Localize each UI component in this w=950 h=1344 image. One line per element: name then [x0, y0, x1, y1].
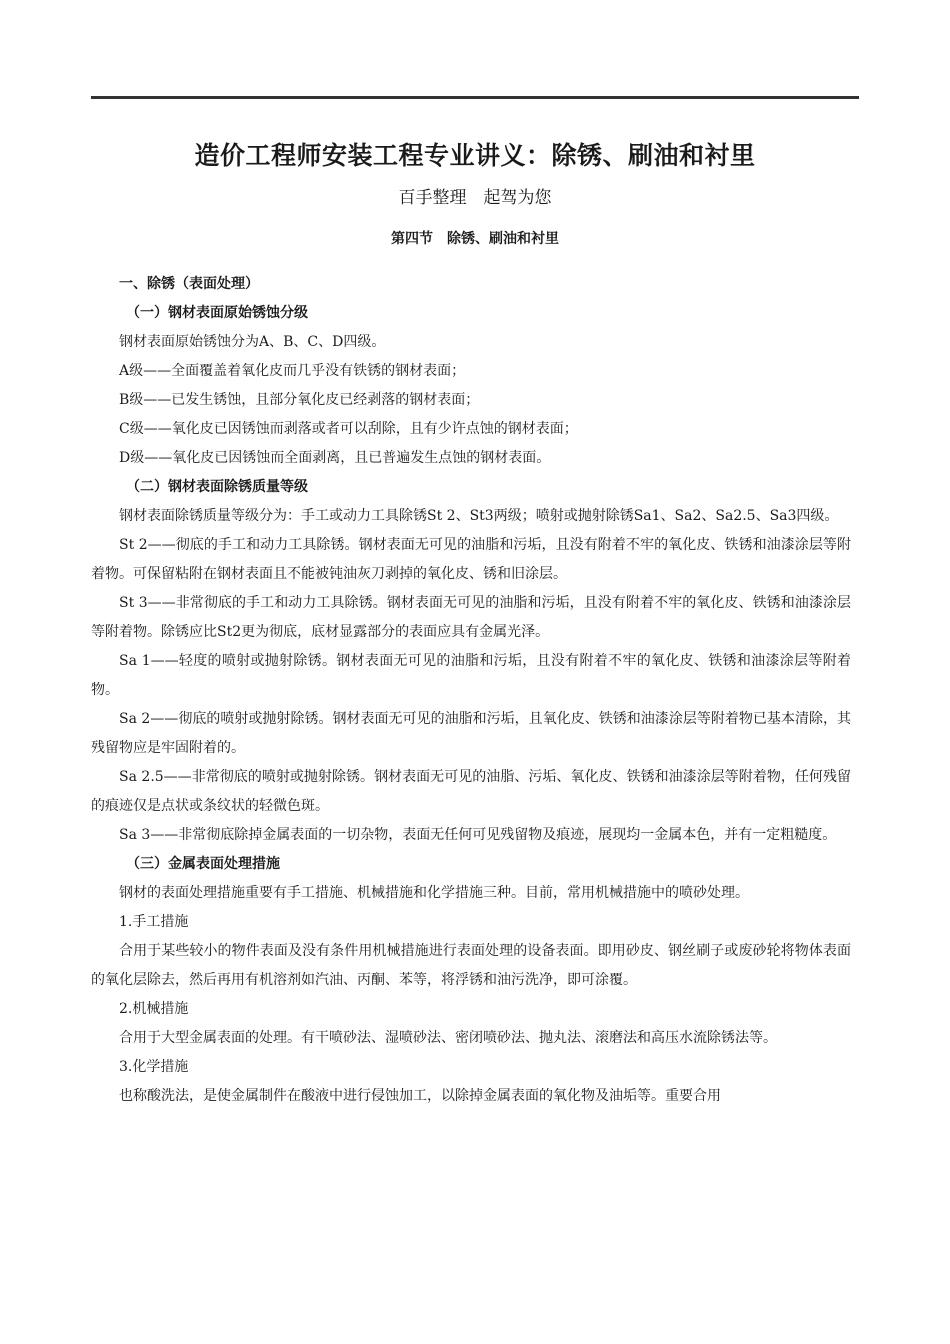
- document-subtitle: 百手整理 起驾为您: [398, 188, 552, 208]
- paragraph: 合用于某些较小的物件表面及没有条件用机械措施进行表面处理的设备表面。即用砂皮、钢丝刷子或废砂轮将物体表面的氧化层除去，然后再用有机溶剂如汽油、丙酮、苯等，将浮锈和油污洗净，即可涂覆。: [91, 943, 851, 988]
- paragraph: D级——氧化皮已因锈蚀而全面剥离，且已普遍发生点蚀的钢材表面。: [119, 450, 551, 466]
- paragraph: 2.机械措施: [119, 1001, 189, 1017]
- paragraph: Sa 2.5——非常彻底的喷射或抛射除锈。钢材表面无可见的油脂、污垢、氧化皮、铁锈和油漆涂层等附着物，任何残留的痕迹仅是点状或条纹状的轻微色斑。: [91, 769, 851, 814]
- paragraph: St 3——非常彻底的手工和动力工具除锈。钢材表面无可见的油脂和污垢，且没有附着不牢的氧化皮、铁锈和油漆涂层等附着物。除锈应比St2更为彻底，底材显露部分的表面应具有金属光泽。: [91, 595, 851, 640]
- heading-2: （一）钢材表面原始锈蚀分级: [126, 305, 308, 321]
- paragraph: 3.化学措施: [119, 1059, 189, 1075]
- paragraph: A级——全面覆盖着氧化皮而几乎没有铁锈的钢材表面；: [119, 363, 466, 379]
- paragraph: 钢材表面原始锈蚀分为A、B、C、D四级。: [119, 334, 386, 350]
- document-body: [91, 270, 851, 1111]
- heading-1: 一、除锈（表面处理）: [119, 276, 259, 292]
- heading-2: （二）钢材表面除锈质量等级: [126, 479, 308, 495]
- paragraph: 1.手工措施: [119, 914, 189, 930]
- paragraph: Sa 1——轻度的喷射或抛射除锈。钢材表面无可见的油脂和污垢，且没有附着不牢的氧化皮、铁锈和油漆涂层等附着物。: [91, 653, 851, 698]
- paragraph: 钢材的表面处理措施重要有手工措施、机械措施和化学措施三种。目前，常用机械措施中的喷砂处理。: [119, 885, 749, 901]
- paragraph: 也称酸洗法，是使金属制件在酸液中进行侵蚀加工，以除掉金属表面的氧化物及油垢等。重要合用: [119, 1088, 721, 1104]
- paragraph: Sa 3——非常彻底除掉金属表面的一切杂物，表面无任何可见残留物及痕迹，展现均一金属本色，并有一定粗糙度。: [119, 827, 837, 843]
- document-title: 造价工程师安装工程专业讲义：除锈、刷油和衬里: [194, 141, 756, 170]
- header-rule: [91, 96, 859, 99]
- paragraph: Sa 2——彻底的喷射或抛射除锈。钢材表面无可见的油脂和污垢，且氧化皮、铁锈和油漆涂层等附着物已基本清除，其残留物应是牢固附着的。: [91, 711, 851, 756]
- heading-2: （三）金属表面处理措施: [126, 856, 280, 872]
- section-heading: 第四节 除锈、刷油和衬里: [391, 231, 559, 247]
- paragraph: B级——已发生锈蚀，且部分氧化皮已经剥落的钢材表面；: [119, 392, 480, 408]
- paragraph: 钢材表面除锈质量等级分为：手工或动力工具除锈St 2、St3两级；喷射或抛射除锈Sa1、Sa2、Sa2.5、Sa3四级。: [119, 508, 839, 524]
- paragraph: C级——氧化皮已因锈蚀而剥落或者可以刮除，且有少许点蚀的钢材表面；: [119, 421, 578, 437]
- paragraph: 合用于大型金属表面的处理。有干喷砂法、湿喷砂法、密闭喷砂法、抛丸法、滚磨法和高压水流除锈法等。: [119, 1030, 777, 1046]
- paragraph: St 2——彻底的手工和动力工具除锈。钢材表面无可见的油脂和污垢，且没有附着不牢的氧化皮、铁锈和油漆涂层等附着物。可保留粘附在钢材表面且不能被钝油灰刀剥掉的氧化皮、锈和旧涂层。: [91, 537, 851, 582]
